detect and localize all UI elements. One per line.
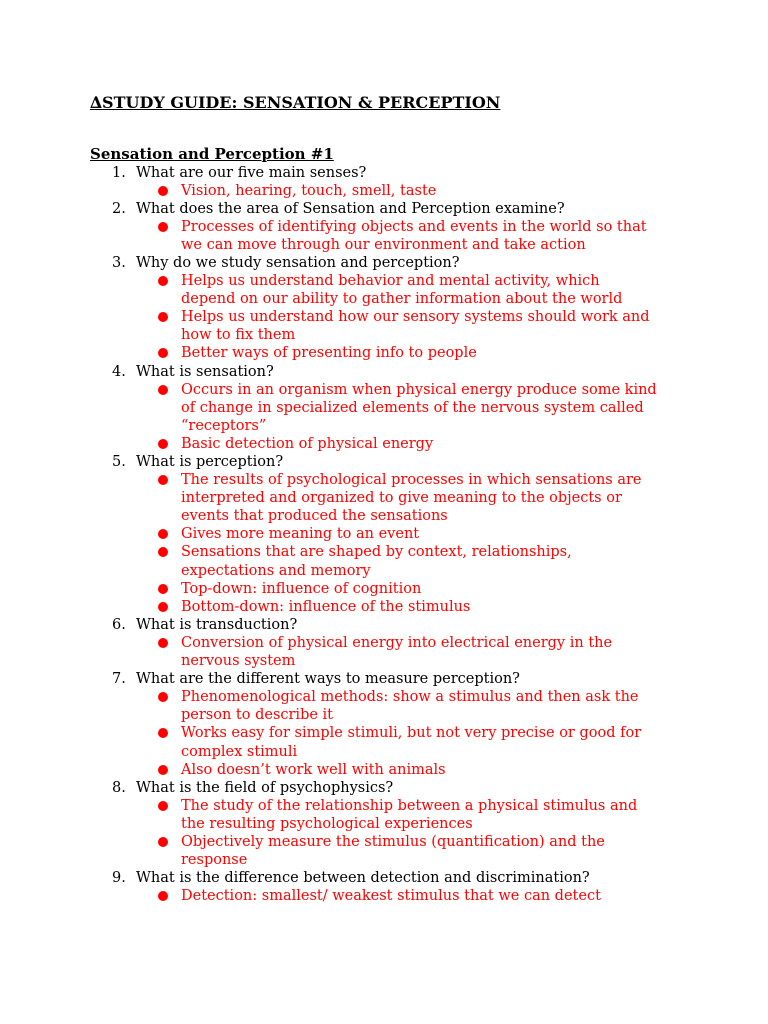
answer-line: Processes of identifying objects and events in the world so that	[181, 218, 647, 235]
question-item	[0, 164, 768, 200]
bullet-icon	[158, 222, 168, 232]
answer-item	[0, 525, 768, 543]
bullet-icon	[158, 728, 168, 738]
answer-item	[0, 833, 768, 869]
question-number: 1.	[112, 164, 126, 181]
bullet-icon	[158, 475, 168, 485]
question-text: What is the difference between detection and discrimination?	[136, 870, 590, 887]
bullet-icon	[158, 638, 168, 648]
bullet-icon	[158, 529, 168, 539]
answer-line: expectations and memory	[181, 562, 371, 579]
answer-item	[0, 182, 768, 200]
answer-text	[181, 634, 681, 670]
answer-line: The study of the relationship between a physical stimulus and	[181, 797, 638, 814]
bullet-icon	[158, 348, 168, 358]
answer-item	[0, 724, 768, 760]
bullet-icon	[158, 385, 168, 395]
answer-item	[0, 272, 768, 308]
answer-line: how to fix them	[181, 327, 296, 344]
answer-line: Better ways of presenting info to people	[181, 345, 477, 362]
answer-text	[181, 688, 681, 724]
answer-text	[181, 543, 681, 579]
answer-line: Objectively measure the stimulus (quantification) and the	[181, 833, 605, 850]
bullet-icon	[158, 692, 168, 702]
answer-line: we can move through our environment and take action	[181, 236, 586, 253]
answer-line: person to describe it	[181, 707, 334, 724]
question-item	[0, 670, 768, 779]
answer-line: Top-down: influence of cognition	[181, 580, 422, 597]
answer-line: Phenomenological methods: show a stimulus and then ask the	[181, 689, 639, 706]
answer-list	[0, 471, 768, 616]
answer-line: the resulting psychological experiences	[181, 815, 473, 832]
answer-line: The results of psychological processes in which sensations are	[181, 472, 642, 489]
bullet-icon	[158, 765, 168, 775]
section-heading: Sensation and Perception #1	[90, 145, 334, 163]
answer-text	[181, 833, 681, 869]
bullet-icon	[158, 837, 168, 847]
question-list	[0, 164, 768, 906]
answer-item	[0, 218, 768, 254]
answer-line: depend on our ability to gather information about the world	[181, 291, 623, 308]
answer-list	[0, 272, 768, 362]
bullet-icon	[158, 439, 168, 449]
bullet-icon	[158, 801, 168, 811]
answer-line: Gives more meaning to an event	[181, 526, 420, 543]
answer-item	[0, 308, 768, 344]
answer-line: response	[181, 852, 248, 869]
answer-text	[181, 761, 681, 779]
answer-item	[0, 797, 768, 833]
answer-text	[181, 308, 681, 344]
answer-line: Helps us understand behavior and mental activity, which	[181, 273, 600, 290]
question-text: What is the field of psychophysics?	[136, 779, 394, 796]
question-line	[0, 616, 768, 634]
question-item	[0, 254, 768, 363]
bullet-icon	[158, 186, 168, 196]
question-text: What does the area of Sensation and Perception examine?	[136, 200, 565, 217]
bullet-icon	[158, 276, 168, 286]
answer-item	[0, 688, 768, 724]
answer-text	[181, 724, 681, 760]
bullet-icon	[158, 547, 168, 557]
answer-item	[0, 634, 768, 670]
question-item	[0, 869, 768, 905]
bullet-icon	[158, 584, 168, 594]
answer-list	[0, 634, 768, 670]
answer-line: events that produced the sensations	[181, 508, 448, 525]
answer-list	[0, 887, 768, 905]
question-line	[0, 164, 768, 182]
question-number: 2.	[112, 200, 126, 217]
question-number: 8.	[112, 779, 126, 796]
answer-item	[0, 471, 768, 525]
question-line	[0, 453, 768, 471]
answer-line: nervous system	[181, 653, 296, 670]
question-line	[0, 200, 768, 218]
question-number: 6.	[112, 616, 126, 633]
question-number: 5.	[112, 454, 126, 470]
question-item	[0, 616, 768, 670]
question-item	[0, 453, 768, 616]
answer-text	[181, 435, 681, 453]
answer-line: interpreted and organized to give meaning to the objects or	[181, 490, 622, 507]
answer-line: complex stimuli	[181, 743, 298, 760]
answer-text	[181, 797, 681, 833]
answer-text	[181, 182, 681, 200]
answer-item	[0, 580, 768, 598]
question-line	[0, 363, 768, 381]
answer-list	[0, 218, 768, 254]
answer-list	[0, 688, 768, 778]
answer-text	[181, 887, 681, 905]
question-line	[0, 670, 768, 688]
question-text: What is sensation?	[136, 363, 274, 380]
answer-line: Sensations that are shaped by context, relationships,	[181, 544, 572, 561]
question-item	[0, 200, 768, 254]
question-number: 9.	[112, 870, 126, 887]
answer-item	[0, 761, 768, 779]
answer-item	[0, 381, 768, 435]
bullet-icon	[158, 312, 168, 322]
question-number: 3.	[112, 254, 126, 271]
answer-line: Vision, hearing, touch, smell, taste	[181, 182, 437, 199]
question-text: What are the different ways to measure perception?	[136, 671, 520, 688]
question-text: What is transduction?	[136, 616, 298, 633]
answer-text	[181, 525, 681, 543]
answer-list	[0, 381, 768, 453]
question-line	[0, 869, 768, 887]
answer-line: Detection: smallest/ weakest stimulus that we can detect	[181, 888, 601, 905]
answer-item	[0, 543, 768, 579]
answer-list	[0, 182, 768, 200]
answer-text	[181, 218, 681, 254]
answer-list	[0, 797, 768, 869]
answer-line: Helps us understand how our sensory systems should work and	[181, 309, 650, 326]
answer-text	[181, 471, 681, 525]
answer-item	[0, 598, 768, 616]
question-item	[0, 779, 768, 869]
bullet-icon	[158, 602, 168, 612]
answer-item	[0, 435, 768, 453]
question-text: What are our five main senses?	[136, 164, 367, 181]
answer-line: Occurs in an organism when physical energy produce some kind	[181, 381, 657, 398]
answer-item	[0, 887, 768, 905]
page-title: ∆STUDY GUIDE: SENSATION & PERCEPTION	[90, 93, 501, 112]
question-line	[0, 254, 768, 272]
answer-line: “receptors”	[181, 417, 267, 434]
answer-text	[181, 272, 681, 308]
answer-line: Basic detection of physical energy	[181, 435, 434, 452]
answer-text	[181, 580, 681, 598]
answer-text	[181, 344, 681, 362]
question-number: 7.	[112, 671, 126, 688]
question-item	[0, 363, 768, 453]
answer-line: Bottom-down: influence of the stimulus	[181, 598, 471, 615]
answer-item	[0, 344, 768, 362]
question-text: What is perception?	[136, 454, 284, 470]
question-line	[0, 779, 768, 797]
answer-text	[181, 598, 681, 616]
answer-text	[181, 381, 681, 435]
answer-line: Also doesn’t work well with animals	[181, 761, 446, 778]
question-number: 4.	[112, 363, 126, 380]
answer-line: of change in specialized elements of the nervous system called	[181, 399, 644, 416]
answer-line: Works easy for simple stimuli, but not very precise or good for	[181, 725, 642, 742]
question-text: Why do we study sensation and perception?	[136, 254, 460, 271]
bullet-icon	[158, 891, 168, 901]
answer-line: Conversion of physical energy into electrical energy in the	[181, 634, 613, 651]
